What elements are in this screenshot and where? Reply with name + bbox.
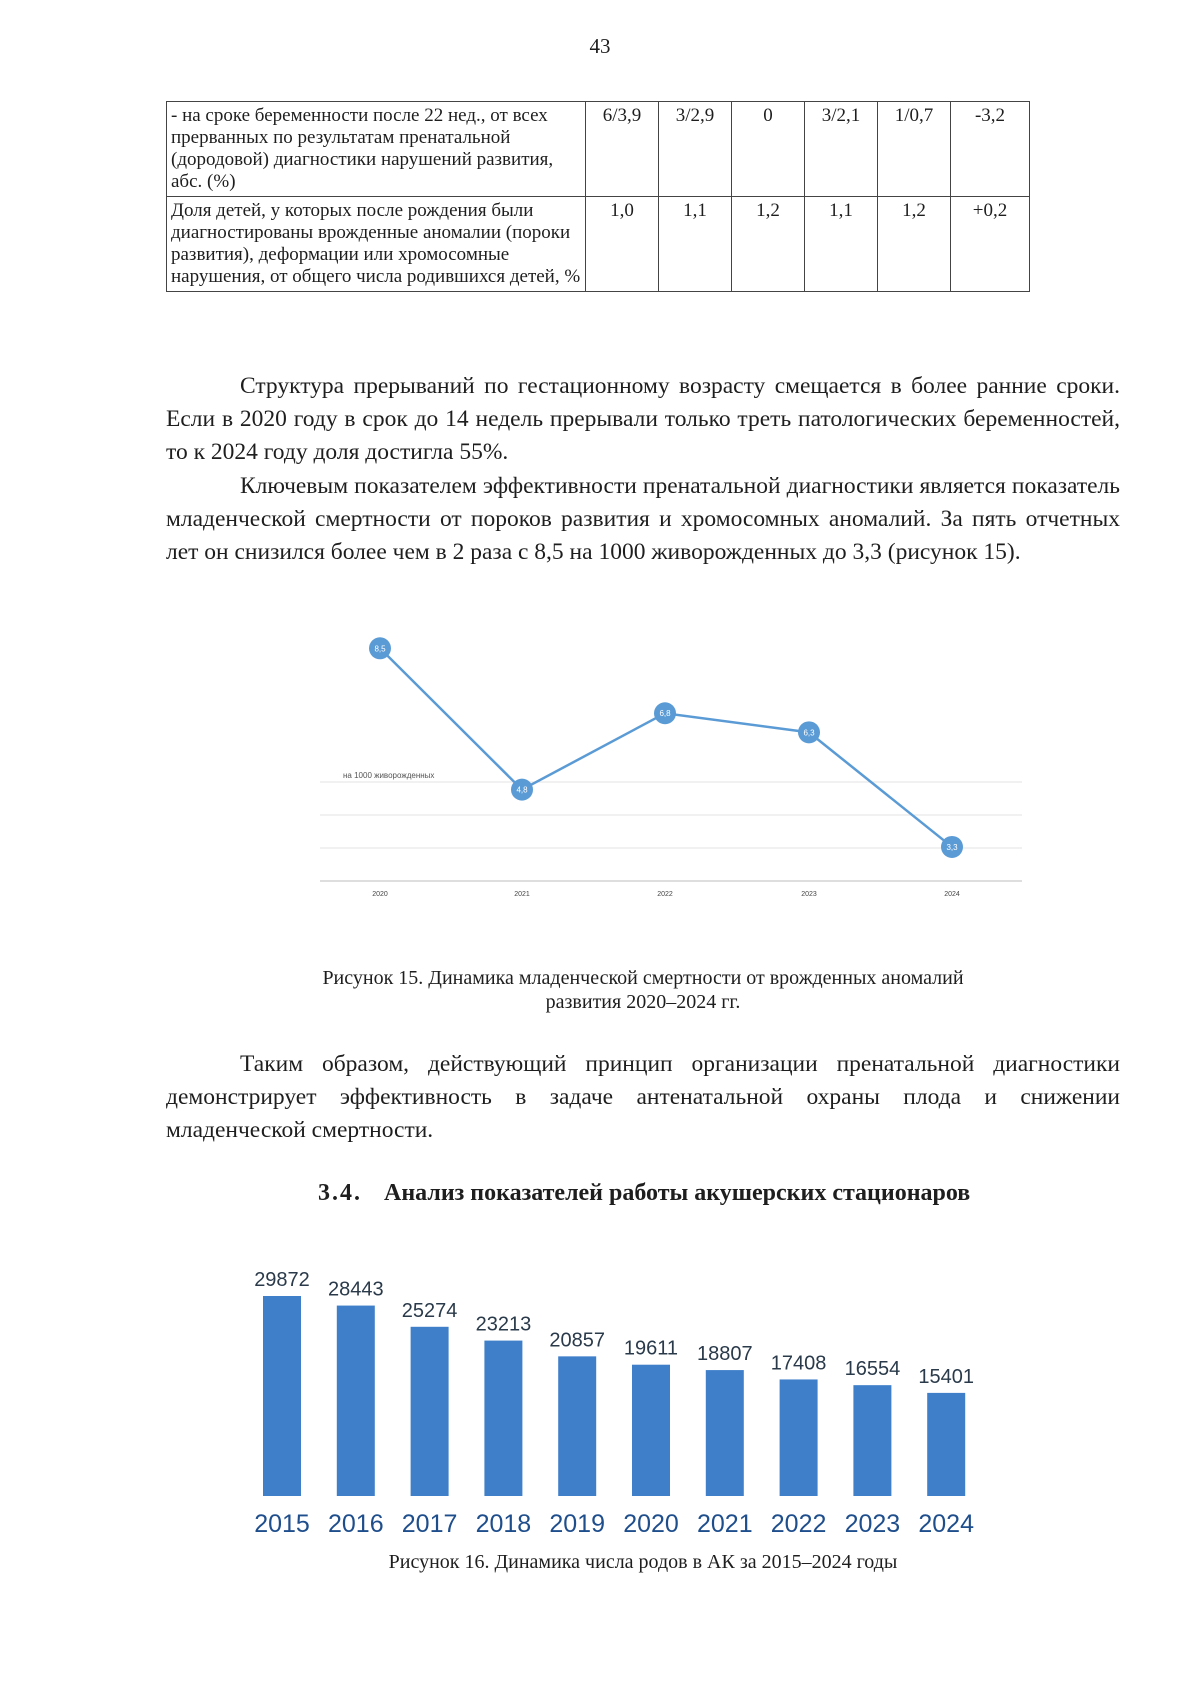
x-tick-label: 2018 — [475, 1510, 532, 1538]
x-tick-label: 2022 — [657, 891, 673, 898]
bar-value-label: 23213 — [475, 1313, 532, 1336]
x-tick-label: 2023 — [801, 891, 817, 898]
table-cell-value: 1,2 — [878, 197, 951, 292]
bar-chart — [250, 1240, 1030, 1540]
bar-value-label: 29872 — [254, 1269, 310, 1291]
x-tick-label: 2024 — [944, 891, 960, 898]
data-label: 3,3 — [946, 842, 958, 852]
paragraph-structure: Структура прерываний по гестационному возрасту смещается в более ранние сроки. Если в 2020 году в срок до 14 недель прерывали только треть патологических беременностей, то к 2024 году доля достигла 55%. — [166, 373, 1120, 465]
table-cell-value: 3/2,1 — [805, 102, 878, 197]
bar — [337, 1306, 375, 1496]
figure-15-caption-line2: развития 2020–2024 гг. — [545, 991, 741, 1013]
table-cell-value: 3/2,9 — [659, 102, 732, 197]
x-tick-label: 2015 — [254, 1510, 310, 1538]
table-cell-label: Доля детей, у которых после рождения были диагностированы врожденные аномалии (пороки развития), деформации или хромосомные нарушения, от общего числа родившихся детей, % — [167, 197, 586, 292]
x-tick-label: 2019 — [549, 1510, 606, 1538]
paragraph-key-indicator: Ключевым показателем эффективности пренатальной диагностики является показатель младенческой смертности от пороков развития и хромосомных аномалий. За пять отчетных лет он снизился более чем в 2 раза с 8,5 на 1000 живорожденных до 3,3 (рисунок 15). — [166, 473, 1120, 565]
bar — [411, 1327, 449, 1496]
bar — [927, 1393, 965, 1496]
bar — [853, 1385, 891, 1496]
table-cell-change: -3,2 — [951, 102, 1030, 197]
bar-value-label: 15401 — [918, 1365, 975, 1388]
x-tick-label: 2020 — [372, 891, 388, 898]
bar — [632, 1365, 670, 1496]
bar-value-label: 16554 — [844, 1358, 901, 1381]
data-label: 4,8 — [516, 785, 528, 795]
table-cell-value: 6/3,9 — [586, 102, 659, 197]
bar-value-label: 19611 — [623, 1337, 679, 1360]
x-tick-label: 2024 — [918, 1510, 975, 1538]
table-cell-value: 1/0,7 — [878, 102, 951, 197]
table-cell-value: 1,1 — [805, 197, 878, 292]
bar — [558, 1356, 596, 1496]
bar-value-label: 25274 — [401, 1299, 458, 1322]
series-label: на 1000 живорожденных — [343, 771, 435, 780]
bar — [706, 1370, 744, 1496]
paragraph-conclusion: Таким образом, действующий принцип организации пренатальной диагностики демонстрирует эффективность в задаче антенатальной охраны плода и снижении младенческой смертности. — [166, 1051, 1120, 1143]
table-cell-value: 1,1 — [659, 197, 732, 292]
table-cell-value: 1,2 — [732, 197, 805, 292]
page-number: 43 — [589, 34, 611, 58]
x-tick-label: 2021 — [696, 1510, 753, 1538]
bar — [780, 1379, 818, 1496]
x-tick-label: 2022 — [770, 1510, 827, 1538]
bar — [484, 1341, 522, 1496]
bar-value-label: 18807 — [696, 1343, 753, 1366]
figure-15-caption-line1: Рисунок 15. Динамика младенческой смертности от врожденных аномалий — [322, 967, 964, 989]
bar-value-label: 17408 — [770, 1352, 827, 1375]
section-title: Анализ показателей работы акушерских стационаров — [384, 1180, 971, 1206]
figure-16-caption: Рисунок 16. Динамика числа родов в АК за 2015–2024 годы — [388, 1551, 898, 1573]
x-tick-label: 2016 — [327, 1510, 384, 1538]
table-cell-change: +0,2 — [951, 197, 1030, 292]
table-row — [167, 102, 1030, 197]
data-label: 6,3 — [803, 728, 815, 738]
table-cell-label: - на сроке беременности после 22 нед., от всех прерванных по результатам пренатальной (дородовой) диагностики нарушений развития, абс. (%) — [167, 102, 586, 197]
x-tick-label: 2023 — [844, 1510, 901, 1538]
x-tick-label: 2017 — [401, 1510, 458, 1538]
bar-value-label: 28443 — [327, 1278, 384, 1301]
section-heading — [318, 1180, 970, 1207]
table-row — [167, 197, 1030, 292]
data-label: 8,5 — [374, 644, 386, 654]
bar-value-label: 20857 — [549, 1329, 606, 1352]
section-number: 3.4. — [318, 1180, 362, 1206]
line-chart — [300, 630, 1050, 960]
data-label: 6,8 — [659, 709, 671, 719]
table-cell-value: 0 — [732, 102, 805, 197]
table-cell-value: 1,0 — [586, 197, 659, 292]
bar — [263, 1296, 301, 1496]
x-tick-label: 2021 — [514, 891, 530, 898]
series-line — [380, 648, 952, 847]
data-table — [166, 101, 1030, 292]
x-tick-label: 2020 — [623, 1510, 679, 1538]
